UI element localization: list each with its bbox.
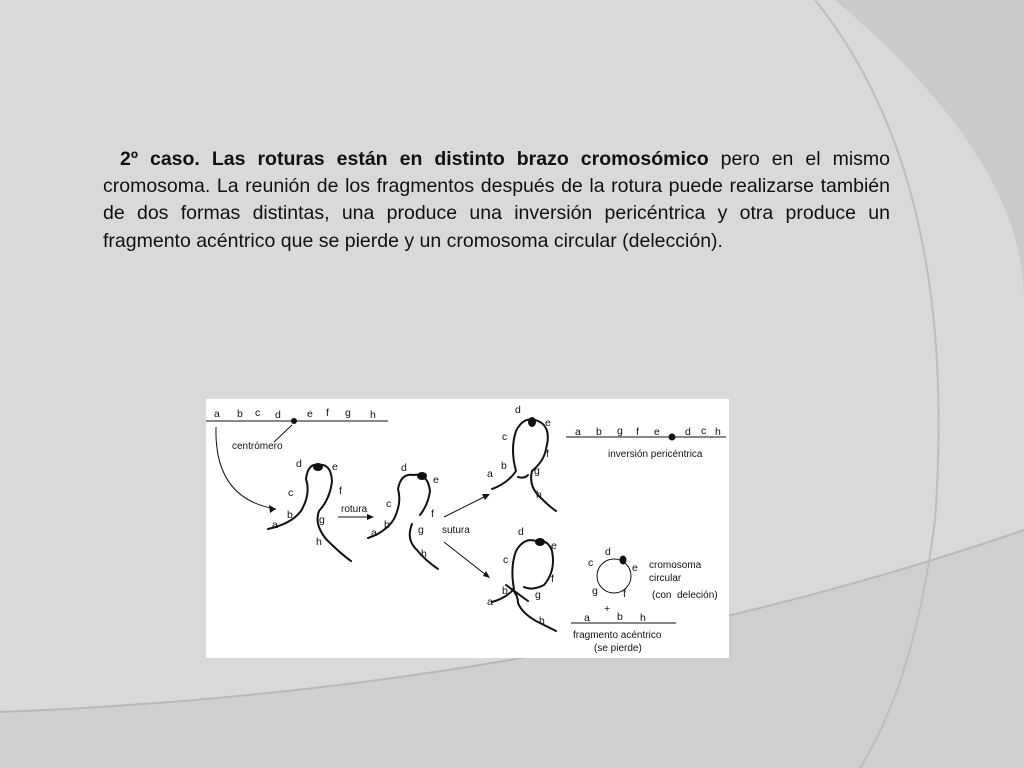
gene-c: c [255,407,261,419]
centromere-pointer [274,425,292,442]
paragraph-rest: pero en el mismo cromosoma. La reunión de los fragmentos después de la rotura puede realizarse también de dos formas distintas, una produce una inversión pericéntrica y otra produce un fragmento acéntrico que se pierde y un cromosoma circular (delección). [103,148,890,252]
acentric-caption: fragmento acéntrico [573,630,662,641]
chromosome-diagram [206,399,729,658]
del-loop-c: c [503,554,509,566]
loop2-f: f [431,508,434,520]
inv-loop-c: c [502,431,508,443]
circular-caption-3: (con [652,590,672,601]
loop1-a: a [272,519,278,531]
acentric-gene-a: a [584,612,590,624]
gene-h: h [370,409,376,421]
circular-caption-2: circular [649,573,682,584]
loop2-e: e [433,474,439,486]
gene-f: f [326,407,329,419]
suture-label: sutura [442,525,470,536]
gene-a: a [214,408,220,420]
loop2-h: h [421,548,427,560]
loop1-e: e [332,461,338,473]
del-loop-g: g [535,589,541,601]
circ-d: d [605,546,611,558]
loop2-d: d [401,462,407,474]
paragraph-bold-lead: 2º caso. Las roturas están en distinto brazo cromosómico [120,148,709,170]
inversion-centromere [528,417,536,427]
gene-d: d [275,409,281,421]
linear-centromere [291,418,297,424]
deletion-centromere [535,538,545,546]
loop2-g: g [418,524,424,536]
inv-loop-e: e [545,417,551,429]
inv-loop-d: d [515,404,521,416]
gene-b: b [237,408,243,420]
acentric-gene-h: h [640,612,646,624]
gene-g: g [345,407,351,419]
inv-gene-b: b [596,426,602,438]
del-loop-a: a [487,596,493,608]
circ-f: f [623,588,626,600]
circular-caption-4: deleción) [677,590,718,601]
slide-paragraph [103,146,890,255]
inv-loop-g: g [534,465,540,477]
gene-e: e [307,408,313,420]
loop-centromere-1 [313,463,323,471]
loop1-d: d [296,458,302,470]
loop-fragment-2 [410,524,438,569]
inv-loop-a: a [487,468,493,480]
loop1-c: c [288,487,294,499]
diagram-canvas [206,399,729,658]
del-loop-f: f [551,573,554,585]
inv-gene-a: a [575,426,581,438]
inversion-caption: inversión pericéntrica [608,449,703,460]
del-loop-d: d [518,526,524,538]
loop1-h: h [316,536,322,548]
inv-gene-e: e [654,426,660,438]
loop2-b: b [384,519,390,531]
loop1-f: f [339,485,342,497]
circ-c: c [588,557,594,569]
plus-sign: + [604,603,611,615]
curved-arrow [216,427,276,509]
del-loop-b: b [502,585,508,597]
circular-caption-1: cromosoma [649,560,702,571]
inv-gene-d: d [685,426,691,438]
arrowhead [269,505,276,513]
inv-loop-b: b [501,460,507,472]
del-loop-e: e [551,540,557,552]
circ-g: g [592,585,598,597]
inv-gene-f: f [636,426,639,438]
inverted-centromere [669,434,676,441]
circ-e: e [632,562,638,574]
suture-arrow-up [444,496,486,517]
inv-gene-h: h [715,426,721,438]
centromere-label: centrómero [232,441,283,452]
acentric-gene-b: b [617,611,623,623]
loop1-b: b [287,509,293,521]
circular-centromere [620,556,627,565]
loop2-a: a [371,527,377,539]
loop2-c: c [386,498,392,510]
loop-chromosome-1 [268,465,351,561]
break-label: rotura [341,504,368,515]
del-loop-h: h [539,615,545,627]
inv-gene-c: c [701,425,707,437]
loop1-g: g [319,514,325,526]
acentric-caption-2: (se pierde) [594,643,642,654]
loop-centromere-2 [417,472,427,480]
inv-gene-g: g [617,425,623,437]
inv-loop-f: f [546,448,549,460]
inv-loop-h: h [536,489,542,501]
suture-arrow-down [444,542,486,575]
